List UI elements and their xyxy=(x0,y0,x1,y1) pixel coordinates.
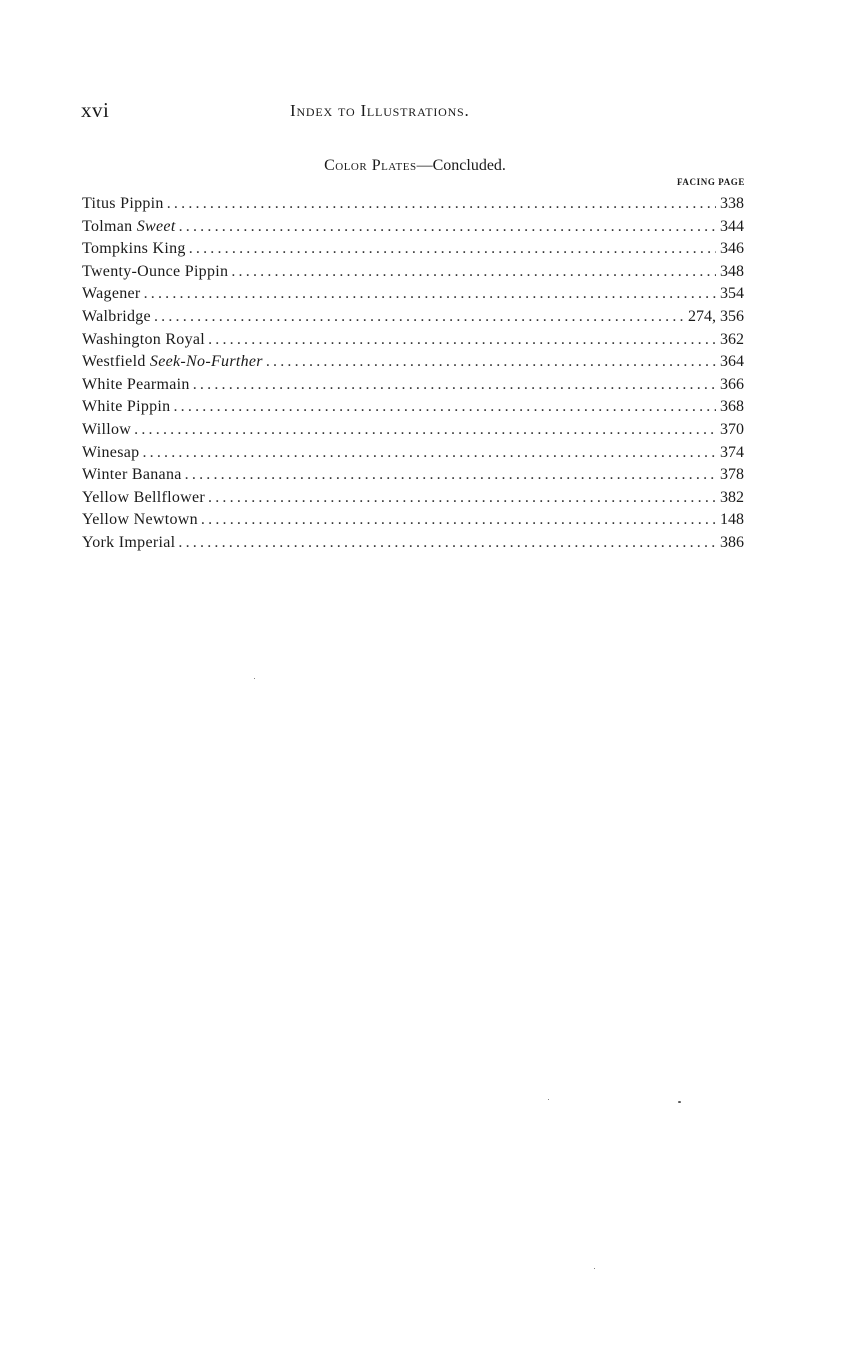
section-heading-smallcaps: Color Plates xyxy=(324,157,417,174)
entry-page: 354 xyxy=(720,285,744,303)
entry-title xyxy=(82,374,190,397)
entry-title xyxy=(82,283,141,306)
scan-speck xyxy=(594,1268,595,1269)
index-entry xyxy=(82,351,744,374)
index-entry xyxy=(82,193,744,216)
dot-leader xyxy=(266,351,716,374)
dot-leader xyxy=(231,261,716,284)
dot-leader xyxy=(173,396,716,419)
dot-leader xyxy=(178,532,716,555)
index-entry xyxy=(82,374,744,397)
index-entry xyxy=(82,238,744,261)
scan-speck xyxy=(678,1101,681,1103)
index-entry xyxy=(82,487,744,510)
entry-page: 378 xyxy=(720,466,744,484)
running-head: Index to Illustrations. xyxy=(290,101,470,120)
entry-name: Westfield xyxy=(82,353,150,371)
entry-page: 362 xyxy=(720,330,744,348)
dot-leader xyxy=(167,193,716,216)
entry-title xyxy=(82,261,228,284)
entry-name: Washington Royal xyxy=(82,330,206,348)
entry-title xyxy=(82,351,263,374)
entry-name: Willow xyxy=(82,420,132,438)
index-entry xyxy=(82,532,744,555)
scan-speck xyxy=(548,1099,549,1100)
entry-title xyxy=(82,464,182,487)
entry-page: 368 xyxy=(720,398,744,416)
index-entry xyxy=(82,283,744,306)
entry-title xyxy=(82,419,131,442)
entry-title xyxy=(82,487,205,510)
entry-page: 374 xyxy=(720,443,744,461)
index-entry xyxy=(82,442,744,465)
entry-title xyxy=(82,509,198,532)
entry-page: 382 xyxy=(720,488,744,506)
entry-name: York Imperial xyxy=(82,533,176,551)
entry-title xyxy=(82,193,164,216)
page-number: xvi xyxy=(81,98,110,122)
dot-leader xyxy=(193,374,716,397)
entry-title xyxy=(82,329,205,352)
section-heading-rest: —Concluded. xyxy=(416,157,506,174)
entry-name: Winter Banana xyxy=(82,466,182,484)
index-entry xyxy=(82,419,744,442)
index-entry-list xyxy=(82,193,744,555)
dot-leader xyxy=(208,329,716,352)
index-entry xyxy=(82,396,744,419)
entry-name-italic: Sweet xyxy=(136,217,176,235)
entry-title xyxy=(82,396,170,419)
entry-page: 348 xyxy=(720,262,744,280)
entry-name: Tolman xyxy=(82,217,137,235)
index-entry xyxy=(82,329,744,352)
dot-leader xyxy=(185,464,716,487)
facing-page-column-label: FACING PAGE xyxy=(676,177,745,187)
dot-leader xyxy=(201,509,716,532)
entry-name: Titus Pippin xyxy=(82,195,164,212)
entry-title xyxy=(82,216,176,239)
entry-page: 364 xyxy=(720,353,744,371)
entry-title xyxy=(82,442,139,465)
entry-title xyxy=(82,238,186,261)
entry-title xyxy=(82,306,151,329)
entry-page: 386 xyxy=(720,533,744,551)
dot-leader xyxy=(179,216,716,239)
index-entry xyxy=(82,216,744,239)
entry-name: Walbridge xyxy=(82,307,151,325)
entry-name: Tompkins King xyxy=(82,240,186,258)
entry-name: Winesap xyxy=(82,443,140,461)
section-heading xyxy=(0,157,830,175)
dot-leader xyxy=(134,419,716,442)
entry-name: Yellow Bellflower xyxy=(82,488,206,506)
entry-page: 274, 356 xyxy=(688,307,744,325)
dot-leader xyxy=(208,487,716,510)
entry-name-italic: Seek-No-Further xyxy=(149,353,263,371)
scan-speck xyxy=(254,678,255,679)
dot-leader xyxy=(154,306,684,329)
index-entry xyxy=(82,261,744,284)
entry-page: 148 xyxy=(720,511,744,529)
entry-page: 338 xyxy=(720,195,744,212)
index-entry xyxy=(82,306,744,329)
entry-name: Twenty-Ounce Pippin xyxy=(82,262,229,280)
index-entry xyxy=(82,509,744,532)
entry-title xyxy=(82,532,175,555)
entry-name: White Pearmain xyxy=(82,375,190,393)
entry-page: 370 xyxy=(720,420,744,438)
entry-page: 366 xyxy=(720,375,744,393)
dot-leader xyxy=(189,238,716,261)
entry-page: 344 xyxy=(720,217,744,235)
dot-leader xyxy=(144,283,716,306)
entry-page: 346 xyxy=(720,240,744,258)
index-entry xyxy=(82,464,744,487)
entry-name: White Pippin xyxy=(82,398,171,416)
entry-name: Wagener xyxy=(82,285,141,303)
entry-name: Yellow Newtown xyxy=(82,511,198,529)
dot-leader xyxy=(142,442,716,465)
